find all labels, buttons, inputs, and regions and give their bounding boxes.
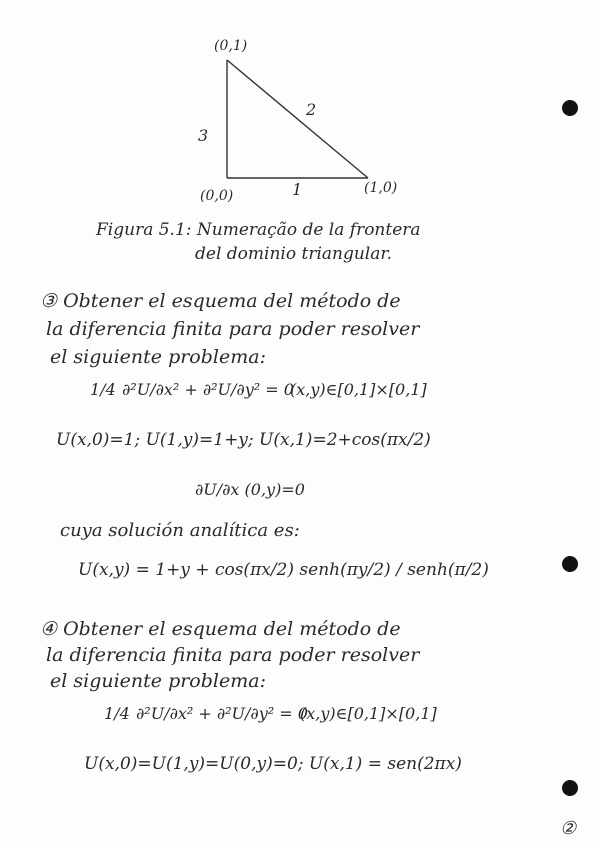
side-hyp-label: 2 xyxy=(306,100,317,119)
problem3-neumann-condition: ∂U/∂x (0,y)=0 xyxy=(195,480,305,499)
problem4-equation-coef: 1/4 xyxy=(104,704,130,723)
problem3-boundary-conditions: U(x,0)=1; U(1,y)=1+y; U(x,1)=2+cos(πx/2) xyxy=(56,430,431,450)
problem3-equation: ∂²U/∂x² + ∂²U/∂y² = 0 xyxy=(122,380,294,399)
problem3-domain: (x,y)∈[0,1]×[0,1] xyxy=(290,380,427,399)
punch-hole-1 xyxy=(562,100,578,116)
figure-caption-line2: del dominio triangular. xyxy=(195,244,393,264)
problem4-line2: la diferencia finita para poder resolver xyxy=(46,644,420,666)
problem3-line3: el siguiente problema: xyxy=(50,346,266,368)
problem4-boundary-conditions: U(x,0)=U(1,y)=U(0,y)=0; U(x,1) = sen(2πx) xyxy=(84,754,462,774)
problem3-line2: la diferencia finita para poder resolver xyxy=(46,318,420,340)
side-left-label: 3 xyxy=(198,126,209,145)
figure-caption-line1: Figura 5.1: Numeração de la frontera xyxy=(96,220,421,240)
vertex-right-label: (1,0) xyxy=(364,180,398,196)
problem4-equation: ∂²U/∂x² + ∂²U/∂y² = 0 xyxy=(136,704,308,723)
problem3-solution: U(x,y) = 1+y + cos(πx/2) senh(πy/2) / senh(π/2) xyxy=(78,560,489,580)
problem3-equation-coef: 1/4 xyxy=(90,380,116,399)
triangle-hypotenuse xyxy=(227,60,368,178)
problem3-solution-intro: cuya solución analítica es: xyxy=(60,520,300,541)
problem4-line1: ④ Obtener el esquema del método de xyxy=(40,618,401,640)
problem4-domain: (x,y)∈[0,1]×[0,1] xyxy=(300,704,437,723)
problem3-line1: ③ Obtener el esquema del método de xyxy=(40,290,401,312)
vertex-top-label: (0,1) xyxy=(214,38,248,54)
page-number: ② xyxy=(560,818,577,839)
punch-hole-2 xyxy=(562,556,578,572)
vertex-origin-label: (0,0) xyxy=(200,188,234,204)
punch-hole-3 xyxy=(562,780,578,796)
problem4-line3: el siguiente problema: xyxy=(50,670,266,692)
side-bottom-label: 1 xyxy=(292,180,303,199)
